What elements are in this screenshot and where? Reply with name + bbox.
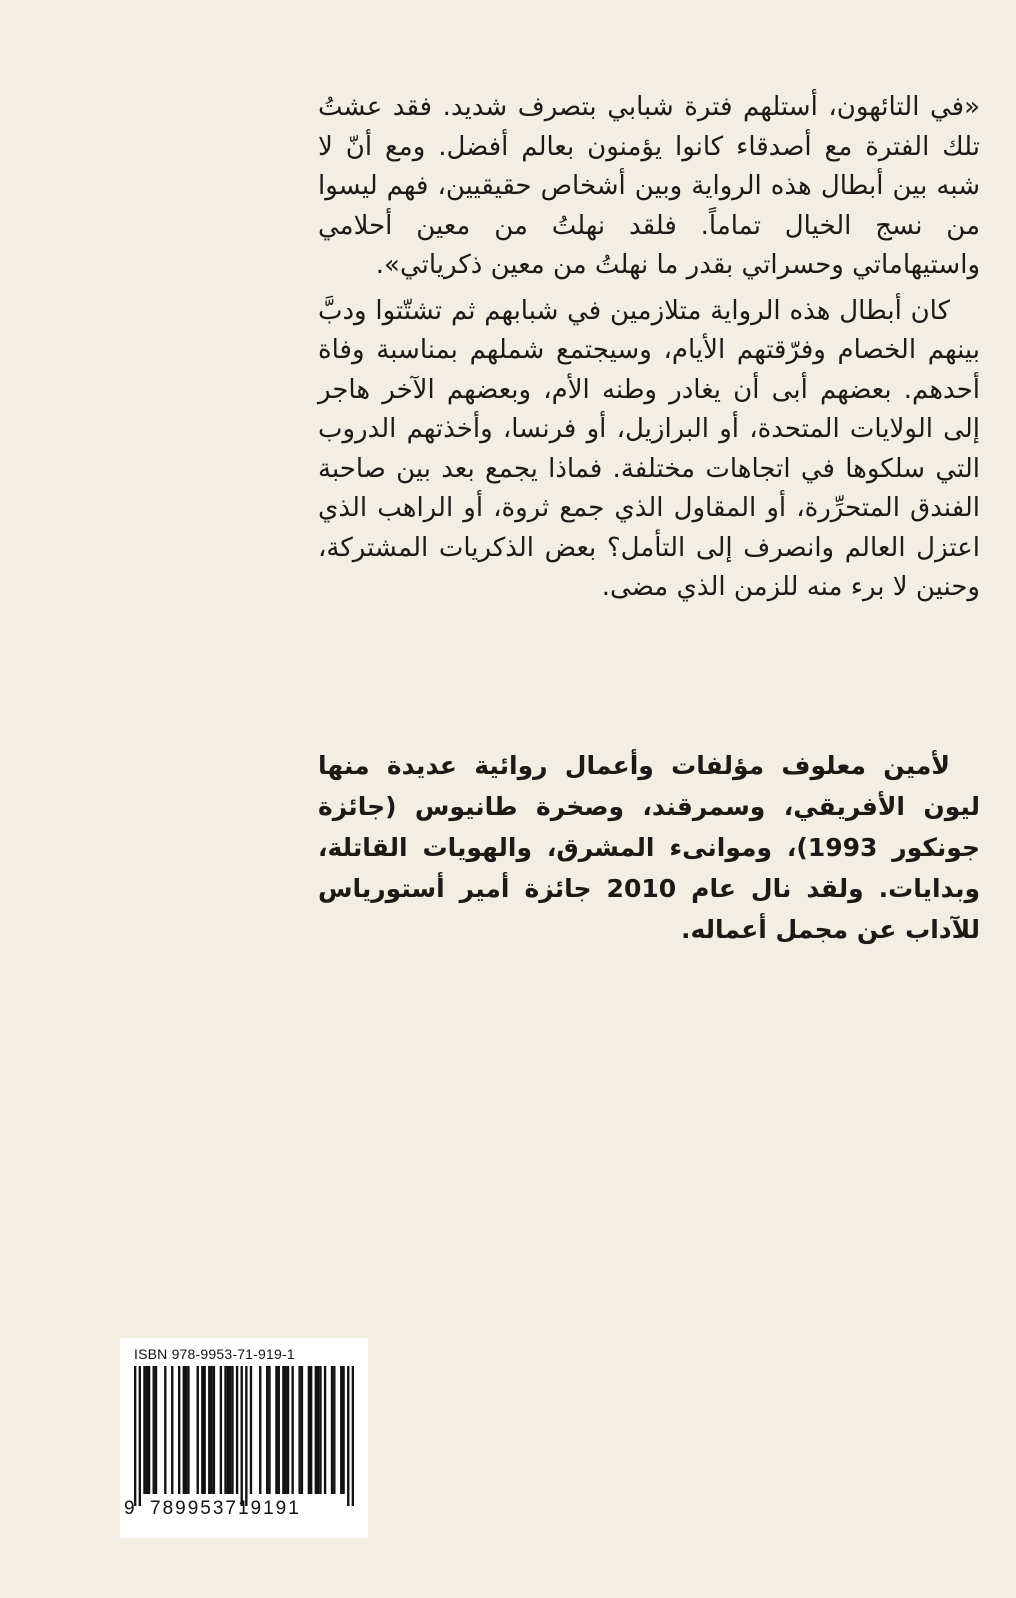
barcode-bar (153, 1366, 155, 1494)
barcode-bar (301, 1366, 303, 1494)
barcode-bar (143, 1366, 145, 1494)
blurb-quote-paragraph: «في التائهون، أستلهم فترة شبابي بتصرف شديد. فقد عشتُ تلك الفترة مع أصدقاء كانوا يؤمنون بعالم أفضل. ومع أنّ لا شبه بين أبطال هذه الرواية وبين أشخاص حقيقيين، فهم ليسوا من نسج الخيال تماماً. فلقد نهلتُ من معين أحلامي واستيهاماتي وحسراتي بقدر ما نهلتُ من معين ذكرياتي». (318, 92, 980, 280)
barcode-bar (282, 1366, 284, 1494)
barcode-bar (155, 1366, 157, 1494)
barcode-bar (203, 1366, 205, 1494)
barcode-bar (134, 1366, 136, 1506)
blurb-summary-paragraph: كان أبطال هذه الرواية متلازمين في شبابهم ثم تشتّتوا ودبَّ بينهم الخصام وفرّقتهم الأيام، وسيجتمع شملهم بمناسبة وفاة أحدهم. بعضهم أبى أن يغادر وطنه الأم، وبعضهم الآخر هاجر إلى الولايات المتحدة، أو البرازيل، أو فرنسا، وأخذتهم الدروب التي سلكوها في اتجاهات مختلفة. فماذا يجمع بعد بين صاحبة الفندق المتحرِّرة، أو المقاول الذي جمع ثروة، أو الراهب الذي اعتزل العالم وانصرف إلى التأمل؟ بعض الذكريات المشتركة، وحنين لا برء منه للزمن الذي مضى. (318, 295, 980, 602)
author-bio-paragraph: لأمين معلوف مؤلفات وأعمال روائية عديدة منها ليون الأفريقي، وسمرقند، وصخرة طانيوس (جائزة جونكور 1993)، وموانىء المشرق، والهويات القاتلة، وبدايات. ولقد نال عام 2010 جائزة أمير أستورياس للآداب عن مجمل أعماله. (318, 751, 980, 944)
barcode-bar (229, 1366, 231, 1494)
isbn-barcode (120, 1338, 368, 1538)
barcode-bar (347, 1366, 349, 1506)
barcode-bar (331, 1366, 333, 1494)
barcode-bar (278, 1366, 280, 1494)
barcode-bar (275, 1366, 277, 1494)
barcode-bar (291, 1366, 293, 1494)
book-blurb (318, 88, 980, 608)
barcode-bar (285, 1366, 287, 1494)
barcode-bars (134, 1366, 354, 1506)
barcode-bar (171, 1366, 173, 1494)
barcode-bar (324, 1366, 326, 1494)
barcode-bar (287, 1366, 289, 1494)
author-bio (318, 745, 980, 950)
barcode-bar (317, 1366, 319, 1494)
barcode-bar (245, 1366, 247, 1506)
barcode-bar (183, 1366, 185, 1494)
barcode-bar (227, 1366, 229, 1494)
barcode-bar (220, 1366, 222, 1494)
barcode-bar (268, 1366, 270, 1494)
barcode-bar (342, 1366, 344, 1494)
barcode-bar (148, 1366, 150, 1494)
barcode-bar (241, 1366, 243, 1506)
barcode-bar (298, 1366, 300, 1494)
barcode-bar (164, 1366, 166, 1494)
barcode-bar (185, 1366, 187, 1494)
barcode-bar (315, 1366, 317, 1494)
barcode-bar (352, 1366, 354, 1506)
barcode-digits: 789953719191 (150, 1498, 301, 1519)
barcode-bar (310, 1366, 312, 1494)
barcode-bar (250, 1366, 252, 1494)
barcode-bar (340, 1366, 342, 1494)
barcode-bar (231, 1366, 233, 1494)
isbn-label: ISBN 978-9953-71-919-1 (134, 1346, 295, 1362)
barcode-bar (178, 1366, 180, 1494)
barcode-bar (210, 1366, 212, 1494)
barcode-bar (308, 1366, 310, 1494)
barcode-bar (236, 1366, 238, 1494)
barcode-bar (333, 1366, 335, 1494)
barcode-bar (139, 1366, 141, 1506)
barcode-bar (224, 1366, 226, 1494)
barcode-bar (187, 1366, 189, 1494)
barcode-bar (146, 1366, 148, 1494)
barcode-bar (266, 1366, 268, 1494)
barcode-bar (213, 1366, 215, 1494)
barcode-bar (259, 1366, 261, 1494)
barcode-lead-digit: 9 (124, 1498, 135, 1519)
barcode-bar (197, 1366, 199, 1494)
barcode-bar (319, 1366, 321, 1494)
barcode-bar (201, 1366, 203, 1494)
barcode-bar (208, 1366, 210, 1494)
